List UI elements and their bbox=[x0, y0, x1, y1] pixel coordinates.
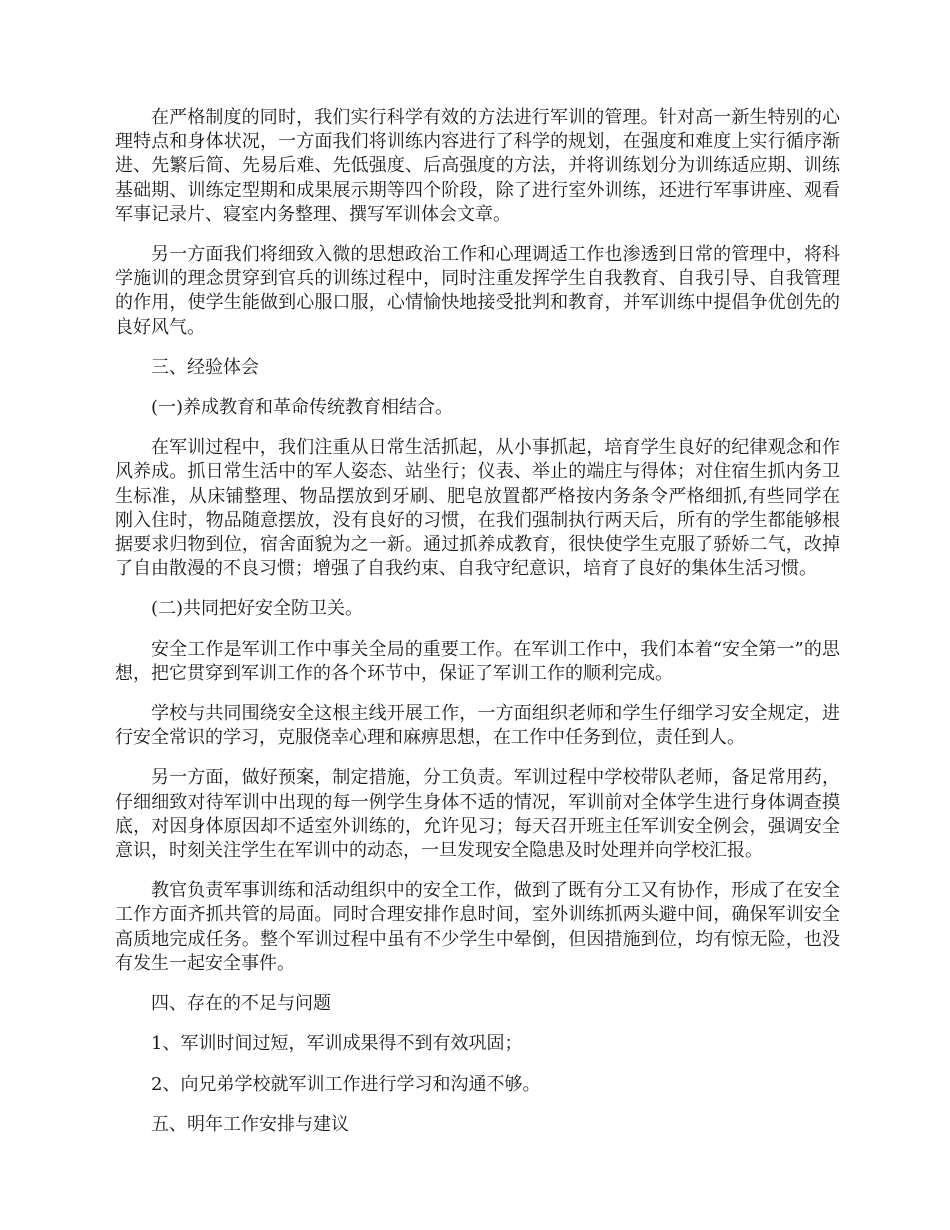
paragraph-daily-life-habits: 在军训过程中，我们注重从日常生活抓起，从小事抓起，培育学生良好的纪律观念和作风养成。抓日常生活中的军人姿态、站坐行；仪表、举止的端庄与得体；对住宿生抓内务卫生标准，从床铺整理、物品摆放到牙刷、肥皂放置都严格按内务条令严格细抓,有些同学在刚入住时，物品随意摆放，没有良好的习惯，在我们强制执行两天后，所有的学生都能够根据要求归物到位，宿舍面貌为之一新。通过抓养成教育，很快使学生克服了骄娇二气，改掉了自由散漫的不良习惯；增强了自我约束、自我守纪意识，培育了良好的集体生活习惯。 bbox=[115, 437, 840, 580]
section-heading-next-year: 五、明年工作安排与建议 bbox=[151, 1113, 349, 1135]
paragraph-ideological-work: 另一方面我们将细致入微的思想政治工作和心理调适工作也渗透到日常的管理中，将科学施训的理念贯穿到官兵的训练过程中，同时注重发挥学生自我教育、自我引导、自我管理的作用，使学生能做到心服口服，心情愉快地接受批判和教育，并军训练中提倡争优创先的良好风气。 bbox=[115, 244, 840, 338]
section-heading-experience: 三、经验体会 bbox=[151, 356, 259, 378]
paragraph-safety-measures: 另一方面，做好预案，制定措施，分工负责。军训过程中学校带队老师，备足常用药，仔细细致对待军训中出现的每一例学生身体不适的情况，军训前对全体学生进行身体调查摸底，对因身体原因却不适室外训练的，允许见习；每天召开班主任军训安全例会，强调安全意识，时刻关注学生在军训中的动态，一旦发现安全隐患及时处理并向学校汇报。 bbox=[115, 767, 840, 862]
list-item-problem-2: 2、向兄弟学校就军训工作进行学习和沟通不够。 bbox=[151, 1073, 541, 1095]
paragraph-training-methods: 在严格制度的同时，我们实行科学有效的方法进行军训的管理。针对高一新生特别的心理特点和身体状况，一方面我们将训练内容进行了科学的规划，在强度和难度上实行循序渐进、先繁后简、先易后难、先低强度、后高强度的方法，并将训练划分为训练适应期、训练基础期、训练定型期和成果展示期等四个阶段，除了进行室外训练，还进行军事讲座、观看军事记录片、寝室内务整理、撰写军训体会文章。 bbox=[115, 107, 840, 225]
document-body bbox=[115, 106, 840, 1153]
section-heading-problems: 四、存在的不足与问题 bbox=[151, 993, 331, 1015]
subsection-heading-safety: (二)共同把好安全防卫关。 bbox=[151, 598, 364, 620]
subsection-heading-habit-education: (一)养成教育和革命传统教育相结合。 bbox=[151, 397, 454, 419]
paragraph-safety-first: 安全工作是军训工作中事关全局的重要工作。在军训工作中，我们本着“安全第一”的思想，把它贯穿到军训工作的各个环节中，保证了军训工作的顺利完成。 bbox=[115, 638, 840, 684]
paragraph-safety-rules: 学校与共同围绕安全这根主线开展工作，一方面组织老师和学生仔细学习安全规定，进行安全常识的学习，克服侥幸心理和麻痹思想，在工作中任务到位，责任到人。 bbox=[115, 703, 840, 749]
paragraph-instructor-safety: 教官负责军事训练和活动组织中的安全工作，做到了既有分工又有协作，形成了在安全工作方面齐抓共管的局面。同时合理安排作息时间，室外训练抓两头避中间，确保军训安全高质地完成任务。整个军训过程中虽有不少学生中晕倒，但因措施到位，均有惊无险，也没有发生一起安全事件。 bbox=[115, 880, 840, 974]
list-item-problem-1: 1、军训时间过短，军训成果得不到有效巩固； bbox=[151, 1033, 523, 1055]
